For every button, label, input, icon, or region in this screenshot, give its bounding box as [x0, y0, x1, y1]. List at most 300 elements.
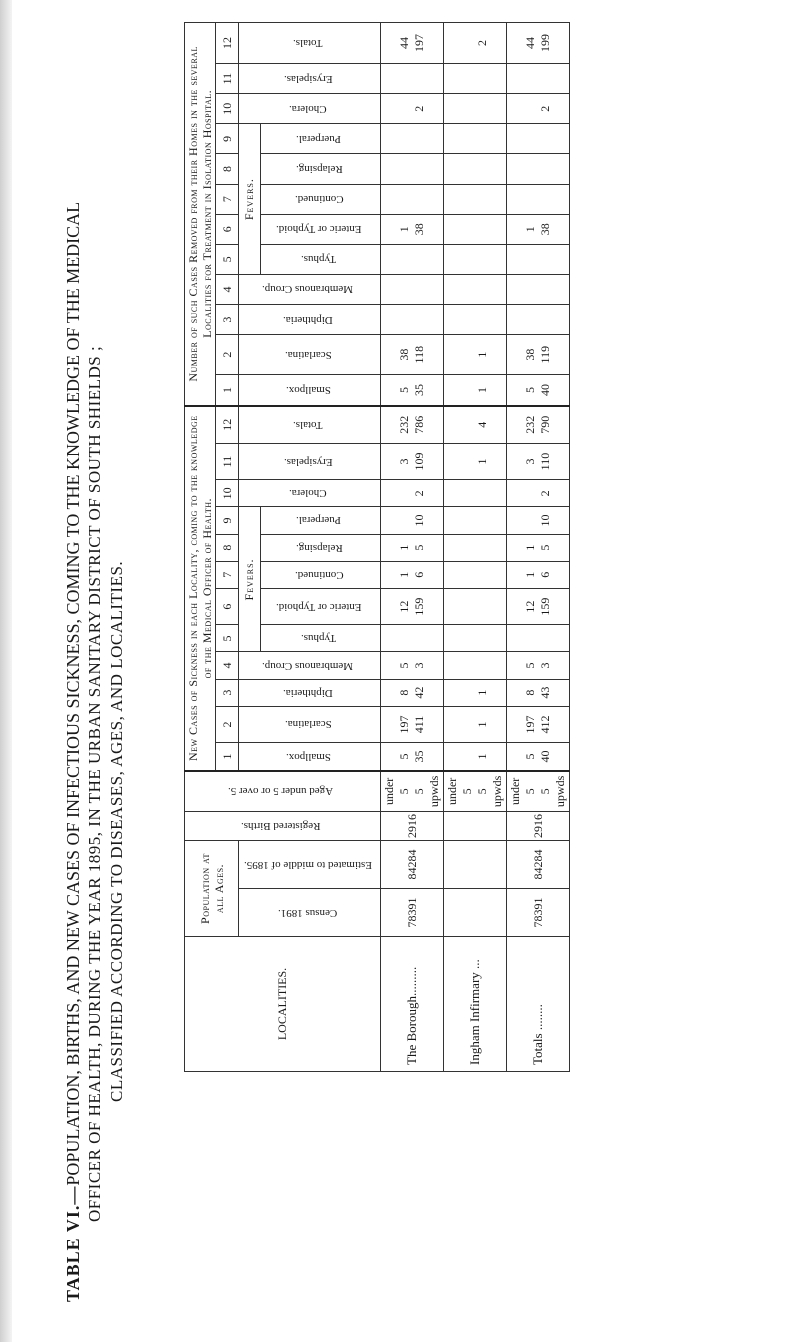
removed-col-number: 12 — [216, 23, 239, 64]
removed-fever-type-label: Typhus. — [301, 253, 337, 266]
cases-value: 3 — [412, 662, 427, 669]
new-col-number: 6 — [216, 588, 239, 625]
removed-value-cell — [381, 335, 444, 375]
title-line-2: OFFICER OF HEALTH, DURING THE YEAR 1895, IN THE URBAN SANITARY DISTRICT OF SOUTH SHIELDS ; — [85, 345, 104, 1222]
cases-value — [460, 745, 475, 767]
births-header-text: Registered Births. — [241, 820, 321, 833]
table-body — [381, 23, 570, 1072]
new-fever-type-label: Puerperal. — [296, 514, 342, 527]
removed-value — [538, 277, 553, 302]
ages-cell — [381, 771, 444, 812]
cases-value: 790 — [538, 415, 553, 434]
cases-value: 1 — [475, 458, 490, 465]
cases-value: 8 — [523, 689, 538, 696]
removed-fever-type-header — [260, 244, 380, 274]
cases-value: 10 — [412, 514, 427, 527]
births-value: 2916 — [507, 812, 570, 841]
cases-value: 786 — [412, 415, 427, 434]
title-line-1: POPULATION, BIRTHS, AND NEW CASES OF INFECTIOUS SICKNESS, COMING TO THE KNOWLEDGE OF THE MEDICAL — [63, 201, 83, 1186]
cases-value-cell — [507, 743, 570, 771]
removed-value — [397, 187, 412, 212]
removed-value — [523, 307, 538, 332]
cases-value: 5 — [538, 544, 553, 551]
removed-value-cell — [444, 124, 507, 154]
cases-value-cell — [381, 679, 444, 706]
cases-value — [460, 591, 475, 623]
cases-value: 1 — [475, 721, 490, 728]
cases-value — [460, 682, 475, 704]
cases-value-cell — [381, 443, 444, 480]
age-label: 5 upwds — [475, 775, 505, 808]
removed-value — [538, 247, 553, 272]
removed-value — [412, 187, 427, 212]
removed-value-cell — [507, 305, 570, 335]
removed-col-number: 6 — [216, 214, 239, 244]
removed-value: 118 — [412, 345, 427, 364]
removed-value-cell — [381, 274, 444, 304]
removed-value — [538, 126, 553, 151]
cases-value-cell — [444, 443, 507, 480]
removed-value — [412, 247, 427, 272]
estimated-value: 84284 — [507, 841, 570, 889]
removed-value: 44 — [523, 37, 538, 50]
cases-value: 8 — [397, 689, 412, 696]
removed-value: 38 — [523, 348, 538, 361]
births-header — [185, 812, 381, 841]
cases-value — [475, 591, 490, 623]
new-fever-type-header — [260, 588, 380, 625]
removed-value — [475, 187, 490, 212]
removed-fever-type-header — [260, 154, 380, 184]
age-label: under 5 — [445, 777, 475, 806]
age-label: under 5 — [382, 777, 412, 806]
removed-value-cell — [507, 244, 570, 274]
age-label: 5 upwds — [538, 775, 568, 808]
removed-fever-type-label: Continued. — [294, 193, 344, 206]
cases-value: 232 — [523, 415, 538, 434]
new-disease-header — [239, 652, 381, 679]
cases-value-cell — [444, 743, 507, 771]
removed-value — [460, 187, 475, 212]
new-col-number: 10 — [216, 480, 239, 507]
new-fevers-label: Fevers. — [241, 558, 256, 601]
cases-value-cell — [507, 534, 570, 561]
removed-value: 5 — [397, 386, 412, 393]
cases-value: 2 — [538, 490, 553, 497]
removed-value-cell — [444, 375, 507, 406]
births-value: 2916 — [381, 812, 444, 841]
cases-value-cell — [444, 561, 507, 588]
estimated-header — [239, 841, 381, 889]
removed-value: 1 — [397, 226, 412, 233]
cases-value: 232 — [397, 415, 412, 434]
removed-value-cell — [507, 184, 570, 214]
removed-value: 2 — [538, 105, 553, 112]
removed-value — [412, 307, 427, 332]
new-col-number: 12 — [216, 406, 239, 444]
locality-name: Totals ........ — [507, 937, 570, 1072]
cases-value — [523, 509, 538, 531]
removed-value — [475, 66, 490, 91]
new-disease-label: Erysipelas. — [283, 455, 333, 468]
cases-value — [397, 509, 412, 531]
removed-value — [397, 277, 412, 302]
ages-cell — [444, 771, 507, 812]
cases-value-cell — [507, 480, 570, 507]
cases-value — [523, 482, 538, 504]
removed-value — [397, 96, 412, 121]
removed-disease-label: Smallpox. — [285, 383, 331, 396]
cases-value-cell — [381, 406, 444, 444]
removed-value — [397, 66, 412, 91]
new-fever-type-label: Typhus. — [301, 632, 337, 645]
removed-disease-header — [239, 305, 381, 335]
removed-disease-label: Cholera. — [289, 102, 327, 115]
cases-value: 5 — [412, 544, 427, 551]
new-col-number: 7 — [216, 561, 239, 588]
removed-col-number: 1 — [216, 375, 239, 406]
removed-value-cell — [444, 214, 507, 244]
locality-name: Ingham Infirmary ... — [444, 937, 507, 1072]
cases-value: 5 — [397, 753, 412, 760]
removed-value — [412, 126, 427, 151]
new-col-number: 9 — [216, 507, 239, 534]
cases-value-cell — [381, 625, 444, 652]
new-disease-header — [239, 443, 381, 480]
removed-value-cell — [507, 154, 570, 184]
cases-value-cell — [507, 652, 570, 679]
new-col-number: 5 — [216, 625, 239, 652]
new-col-number: 2 — [216, 706, 239, 743]
cases-value-cell — [381, 480, 444, 507]
localities-header: LOCALITIES. — [185, 937, 381, 1072]
cases-value: 3 — [397, 458, 412, 465]
cases-value-cell — [381, 561, 444, 588]
cases-value: 1 — [523, 571, 538, 578]
cases-value: 3 — [538, 662, 553, 669]
removed-value-cell — [444, 154, 507, 184]
cases-value: 35 — [412, 750, 427, 763]
cases-value-cell — [444, 706, 507, 743]
cases-value — [460, 409, 475, 441]
removed-col-number: 9 — [216, 124, 239, 154]
cases-value — [460, 482, 475, 504]
removed-value: 40 — [538, 383, 553, 396]
cases-value: 6 — [538, 571, 553, 578]
cases-value-cell — [381, 706, 444, 743]
cases-value — [475, 482, 490, 504]
removed-value-cell — [381, 244, 444, 274]
removed-value — [475, 126, 490, 151]
cases-value-cell — [444, 480, 507, 507]
removed-fever-type-label: Relapsing. — [295, 162, 343, 175]
new-col-number: 3 — [216, 679, 239, 706]
removed-value-cell — [507, 94, 570, 124]
cases-value-cell — [444, 406, 507, 444]
removed-value-cell — [444, 274, 507, 304]
cases-value-cell — [507, 625, 570, 652]
removed-disease-header — [239, 375, 381, 406]
removed-value — [475, 96, 490, 121]
aged-header-text: Aged under 5 or over 5. — [228, 785, 334, 798]
removed-value-cell — [381, 154, 444, 184]
removed-value: 2 — [412, 105, 427, 112]
cases-value: 1 — [475, 689, 490, 696]
new-disease-label: Scarlatina. — [284, 718, 332, 731]
new-fever-type-header — [260, 507, 380, 534]
cases-value-cell — [381, 652, 444, 679]
removed-col-number: 2 — [216, 335, 239, 375]
removed-value: 1 — [523, 226, 538, 233]
removed-disease-header — [239, 23, 381, 64]
cases-value: 1 — [475, 753, 490, 760]
removed-value — [460, 217, 475, 242]
new-disease-label: Smallpox. — [285, 750, 331, 763]
removed-value — [523, 156, 538, 181]
removed-value-cell — [507, 375, 570, 406]
cases-value: 110 — [538, 452, 553, 471]
removed-value-cell — [444, 244, 507, 274]
cases-value: 5 — [523, 753, 538, 760]
removed-value-cell — [381, 94, 444, 124]
removed-value-cell — [507, 64, 570, 94]
removed-value — [475, 277, 490, 302]
cases-value: 159 — [538, 597, 553, 616]
cases-value: 1 — [397, 544, 412, 551]
removed-value — [460, 247, 475, 272]
cases-value: 109 — [412, 452, 427, 471]
new-col-number: 11 — [216, 443, 239, 480]
fevers-row — [239, 23, 261, 1072]
cases-value-cell — [507, 679, 570, 706]
cases-value: 197 — [523, 715, 538, 734]
removed-value — [397, 156, 412, 181]
census-value — [444, 889, 507, 937]
removed-col-number: 3 — [216, 305, 239, 335]
age-label: 5 upwds — [412, 775, 442, 808]
cases-value — [475, 627, 490, 649]
cases-value-cell — [381, 588, 444, 625]
cases-value: 1 — [523, 544, 538, 551]
cases-value-cell — [381, 534, 444, 561]
table-row — [507, 23, 570, 1072]
cases-value — [460, 654, 475, 676]
removed-fevers-label: Fevers. — [241, 178, 256, 221]
table-title — [62, 32, 128, 1302]
population-header: Population at all Ages. — [185, 841, 239, 937]
cases-value: 5 — [523, 662, 538, 669]
cases-value — [538, 627, 553, 649]
new-cases-header: New Cases of Sickness in each Locality, coming to the knowledge of the Medical Officer of Health. — [185, 406, 216, 771]
cases-value: 2 — [412, 490, 427, 497]
table-row — [381, 23, 444, 1072]
removed-value — [412, 156, 427, 181]
removed-col-number: 10 — [216, 94, 239, 124]
removed-disease-label: Totals. — [293, 37, 323, 50]
removed-value — [397, 307, 412, 332]
removed-fever-type-header — [260, 124, 380, 154]
cases-value: 1 — [397, 571, 412, 578]
removed-value — [412, 66, 427, 91]
removed-value-cell — [444, 335, 507, 375]
cases-value-cell — [444, 652, 507, 679]
removed-value-cell — [507, 214, 570, 244]
removed-value-cell — [381, 214, 444, 244]
census-header-text: Census 1891. — [278, 906, 338, 919]
cases-value-cell — [444, 507, 507, 534]
new-disease-header — [239, 406, 381, 444]
new-col-number: 4 — [216, 652, 239, 679]
removed-value — [397, 247, 412, 272]
removed-value: 197 — [412, 34, 427, 53]
cases-value — [397, 627, 412, 649]
removed-value — [460, 66, 475, 91]
cases-value: 12 — [397, 600, 412, 613]
removed-value — [523, 96, 538, 121]
new-disease-header — [239, 679, 381, 706]
removed-value: 2 — [475, 40, 490, 47]
new-fevers-header — [239, 507, 261, 652]
new-disease-header — [239, 706, 381, 743]
new-disease-label: Membranous Croup. — [262, 659, 354, 672]
removed-value-cell — [381, 305, 444, 335]
new-disease-label: Diphtheria. — [283, 686, 333, 699]
removed-value — [523, 126, 538, 151]
cases-value — [397, 482, 412, 504]
removed-fever-type-label: Puerperal. — [296, 132, 342, 145]
removed-fevers-header — [239, 124, 261, 275]
births-value — [444, 812, 507, 841]
removed-disease-header — [239, 94, 381, 124]
estimated-value: 84284 — [381, 841, 444, 889]
cases-value: 12 — [523, 600, 538, 613]
removed-value: 44 — [397, 37, 412, 50]
cases-value — [475, 509, 490, 531]
removed-disease-header — [239, 274, 381, 304]
cases-value — [523, 627, 538, 649]
cases-value — [412, 627, 427, 649]
cases-value: 411 — [412, 715, 427, 734]
census-value: 78391 — [507, 889, 570, 937]
removed-value-cell — [381, 23, 444, 64]
new-fever-type-header — [260, 534, 380, 561]
statistics-table — [184, 22, 570, 1072]
age-label: under 5 — [508, 777, 538, 806]
removed-value — [538, 66, 553, 91]
new-fever-type-header — [260, 561, 380, 588]
new-col-number: 8 — [216, 534, 239, 561]
aged-header — [185, 771, 381, 812]
removed-value — [475, 307, 490, 332]
removed-value-cell — [507, 23, 570, 64]
removed-value-cell — [444, 64, 507, 94]
cases-value — [460, 446, 475, 478]
removed-value — [475, 156, 490, 181]
cases-value-cell — [507, 561, 570, 588]
cases-value: 197 — [397, 715, 412, 734]
removed-value-cell — [444, 184, 507, 214]
removed-value-cell — [507, 274, 570, 304]
new-disease-header — [239, 743, 381, 771]
removed-disease-label: Erysipelas. — [283, 72, 333, 85]
cases-value — [475, 564, 490, 586]
removed-value — [523, 247, 538, 272]
census-value: 78391 — [381, 889, 444, 937]
removed-value: 38 — [412, 223, 427, 236]
new-disease-label: Totals. — [293, 418, 323, 431]
cases-value: 5 — [397, 662, 412, 669]
new-fever-type-label: Enteric or Typhoid. — [276, 600, 362, 613]
cases-value: 6 — [412, 571, 427, 578]
cases-value-cell — [381, 743, 444, 771]
removed-value-cell — [507, 124, 570, 154]
removed-value: 38 — [538, 223, 553, 236]
cases-value — [460, 709, 475, 741]
removed-value — [460, 126, 475, 151]
removed-value-cell — [444, 23, 507, 64]
new-disease-header — [239, 480, 381, 507]
removed-value-cell — [381, 375, 444, 406]
removed-value — [538, 156, 553, 181]
removed-value: 1 — [475, 351, 490, 358]
cases-value-cell — [507, 406, 570, 444]
estimated-value — [444, 841, 507, 889]
removed-fever-type-header — [260, 214, 380, 244]
new-fever-type-header — [260, 625, 380, 652]
removed-value — [460, 25, 475, 61]
title-lead: TABLE VI.— — [63, 1185, 83, 1302]
cases-value — [475, 654, 490, 676]
removed-disease-label: Scarlatina. — [284, 348, 332, 361]
estimated-header-text: Estimated to middle of 1895. — [244, 858, 373, 871]
removed-value: 5 — [523, 386, 538, 393]
removed-value — [523, 66, 538, 91]
cases-value: 3 — [523, 458, 538, 465]
cases-value-cell — [507, 507, 570, 534]
cases-value-cell — [444, 679, 507, 706]
new-fever-type-label: Continued. — [294, 568, 344, 581]
removed-value: 199 — [538, 34, 553, 53]
cases-value — [460, 627, 475, 649]
cases-value-cell — [507, 706, 570, 743]
removed-value — [475, 217, 490, 242]
removed-col-number: 11 — [216, 64, 239, 94]
ages-cell — [507, 771, 570, 812]
removed-value — [460, 277, 475, 302]
cases-value: 42 — [412, 686, 427, 699]
removed-disease-label: Membranous Croup. — [262, 283, 354, 296]
removed-value-cell — [444, 94, 507, 124]
cases-value: 159 — [412, 597, 427, 616]
cases-value — [460, 509, 475, 531]
removed-col-number: 8 — [216, 154, 239, 184]
removed-fever-type-header — [260, 184, 380, 214]
cases-value: 10 — [538, 514, 553, 527]
table-row — [444, 23, 507, 1072]
removed-col-number: 5 — [216, 244, 239, 274]
removed-value — [460, 156, 475, 181]
cases-value: 40 — [538, 750, 553, 763]
title-line-3: CLASSIFIED ACCORDING TO DISEASES, AGES, AND LOCALITIES. — [107, 560, 126, 1102]
removed-value — [538, 307, 553, 332]
removed-col-number: 7 — [216, 184, 239, 214]
cases-value-cell — [444, 534, 507, 561]
cases-value — [460, 537, 475, 559]
cases-value-cell — [381, 507, 444, 534]
cases-value — [460, 564, 475, 586]
census-header — [239, 889, 381, 937]
removed-cases-header: Number of such Cases Removed from their Homes in the several Localities for Treatment in Isolation Hospital. — [185, 23, 216, 406]
